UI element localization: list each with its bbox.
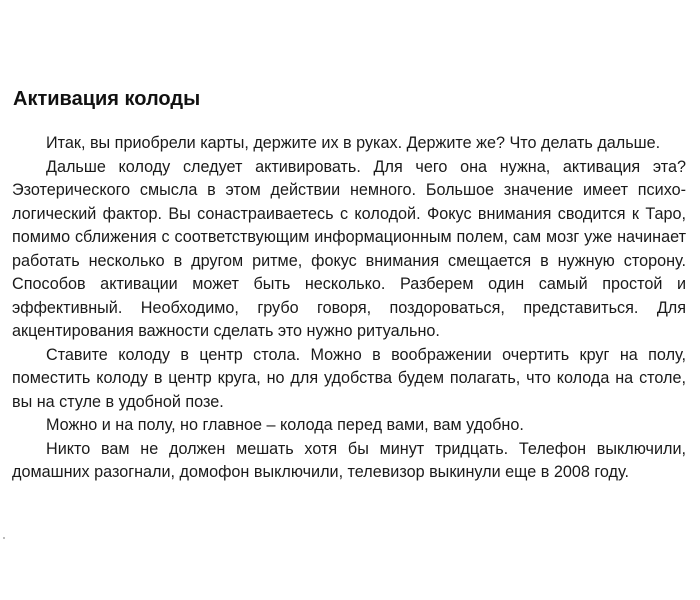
paragraph-4: Можно и на полу, но главное – колода перед вами, вам удобно. [46, 416, 524, 434]
scan-artifact [3, 537, 5, 539]
document-page [12, 86, 686, 485]
paragraph-2: Дальше колоду следует активировать. Для чего она нужна, активация эта? Эзотерического смысла в этом действии немного. Большое значение имеет психологический фактор. Вы сонастраиваетесь с колодой. Фокус внимания сводится к Таро, помимо сближения с соответствующим информационным полем, сам мозг уже начинает работать несколько в другом ритме, фокус внимания смещается в нужную сторону. Способов активации может быть несколько. Разберем один самый простой и эффективный. Необходимо, грубо говоря, поздороваться, представиться. Для акцентирования важности сделать это нужно ритуально. [12, 157, 686, 340]
paragraph-3: Ставите колоду в центр стола. Можно в воображении очертить круг на полу, поместить колоду в центр круга, но для удобства будем полагать, что колода на столе, вы на стуле в удобной позе. [12, 345, 686, 411]
paragraph-5: Никто вам не должен мешать хотя бы минут тридцать. Телефон выключили, домашних разогнали, домофон выключили, телевизор выкинули еще в 2008 году. [12, 439, 686, 481]
section-heading: Активация колоды [13, 88, 201, 110]
paragraph-1: Итак, вы приобрели карты, держите их в руках. Держите же? Что делать дальше. [46, 134, 661, 152]
